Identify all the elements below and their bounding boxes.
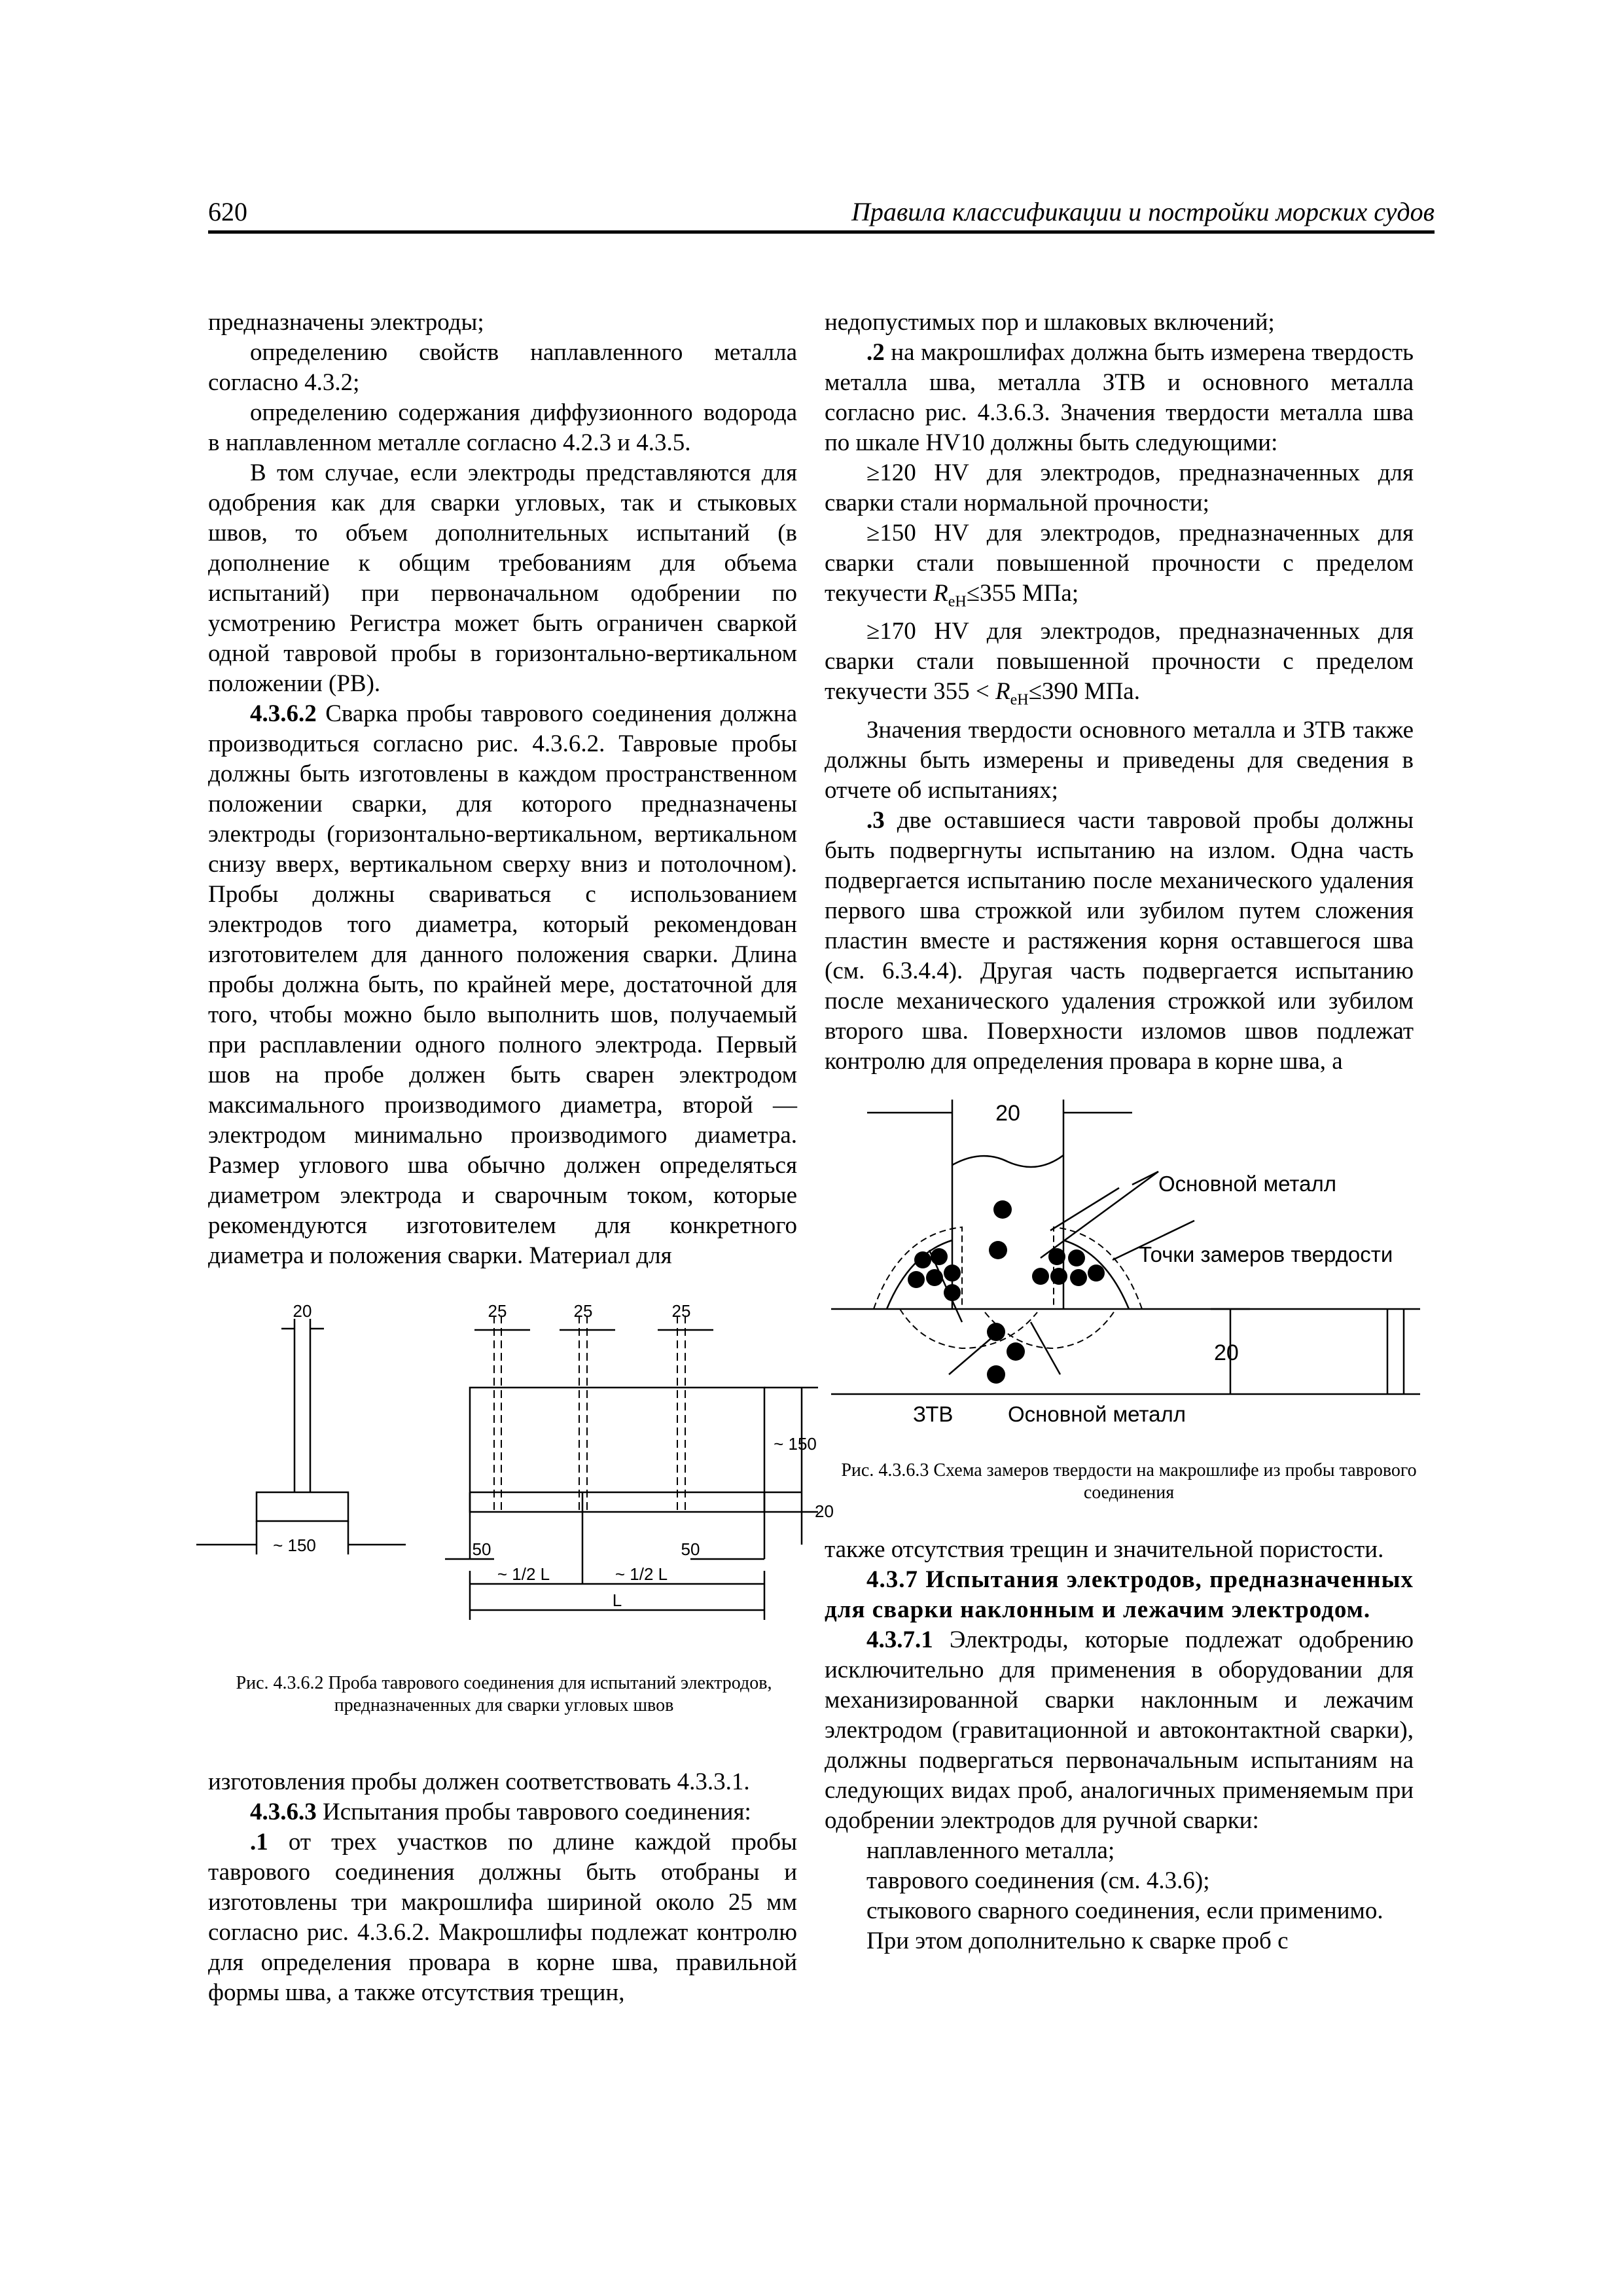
dim-label: ~ 1/2 L: [615, 1564, 668, 1584]
dim-label: 50: [472, 1539, 491, 1559]
paragraph: недопустимых пор и шлаковых включений;: [825, 309, 1275, 336]
right-column-bottom: [825, 1535, 1414, 1956]
dim-label: 25: [573, 1301, 593, 1321]
paragraph: При этом дополнительно к сварке проб с: [866, 1928, 1289, 1954]
dim-label: 20: [293, 1301, 312, 1321]
dim-label: 25: [671, 1301, 691, 1321]
page-number: 620: [208, 197, 247, 226]
figure-hardness-scheme: [831, 1086, 1420, 1440]
dim-label: ~ 1/2 L: [497, 1564, 550, 1584]
section-number: 4.3.6.2: [250, 700, 317, 727]
section-number: 4.3.7.1: [866, 1626, 933, 1653]
list-item: стыкового сварного соединения, если применимо.: [866, 1897, 1383, 1924]
diagram-label: Основной металл: [1008, 1402, 1186, 1426]
item-number: .3: [866, 806, 885, 834]
dim-label: 20: [815, 1501, 834, 1521]
dim-label: L: [612, 1590, 622, 1610]
dim-label: ~ 150: [774, 1434, 817, 1454]
paragraph: определению свойств наплавленного металла согласно 4.3.2;: [208, 339, 797, 396]
paragraph: В том случае, если электроды представляются для одобрения как для сварки угловых, так и стыковых швов, то объем дополнительных испытаний (в дополнение к общим требованиям для объема испытаний) при первоначальном одобрении по усмотрению Регистра может быть ограничен сваркой одной тавровой пробы в горизонтально-вертикальном положении (PB).: [208, 459, 797, 697]
item-number: .1: [250, 1829, 268, 1856]
dim-label: 25: [488, 1301, 507, 1321]
paragraph: 4.3.6.3 Испытания пробы таврового соединения:: [250, 1799, 751, 1825]
paragraph: Значения твердости основного металла и ЗТВ также должны быть измерены и приведены для сведения в отчете об испытаниях;: [825, 716, 1414, 804]
section-heading: 4.3.7 Испытания электродов, предназначенных для сварки наклонным и лежачим электродом.: [825, 1566, 1414, 1623]
paragraph: предназначены электроды;: [208, 309, 484, 336]
paragraph: ≥170 HV для электродов, предназначенных для сварки стали повышенной прочности с пределом текучести $355 < R_{eH}\le 390$ МПа.: [825, 618, 1414, 709]
diagram-label: ЗТВ: [913, 1402, 954, 1426]
list-item: таврового соединения (см. 4.3.6);: [866, 1867, 1210, 1894]
diagram-label: Точки замеров твердости: [1139, 1242, 1393, 1266]
paragraph: ≥120 HV для электродов, предназначенных для сварки стали нормальной прочности;: [825, 459, 1414, 516]
list-item: наплавленного металла;: [866, 1837, 1115, 1864]
paragraph: .1 от трех участков по длине каждой пробы таврового соединения должны быть отобраны и изготовлены три макрошлифа шириной около 25 мм согласно рис. 4.3.6.2. Макрошлифы подлежат контролю для определения провара в корне шва, правильной формы шва, а также отсутствия трещин,: [208, 1829, 798, 2006]
paragraph: также отсутствия трещин и значительной пористости.: [825, 1536, 1384, 1563]
section-number: 4.3.6.3: [250, 1799, 317, 1825]
running-title: Правила классификации и постройки морских судов: [851, 197, 1435, 226]
item-number: .2: [866, 339, 885, 366]
header-rule: [208, 230, 1435, 234]
paragraph: определению содержания диффузионного водорода в наплавленном металле согласно 4.2.3 и 4.3.5.: [208, 399, 797, 456]
paragraph: 4.3.6.2 Сварка пробы таврового соединения должна производиться согласно рис. 4.3.6.2. Тавровые пробы должны быть изготовлены в каждом пространственном положении сварки, для которого предназначены электроды (горизонтально-вертикальном, вертикальном снизу вверх, вертикальном сверху вниз и потолочном). Пробы должны свариваться с использованием электродов того диаметра, который рекомендован изготовителем для данного положения сварки. Длина пробы должна быть, по крайней мере, достаточной для того, чтобы можно было выполнить шов, получаемый при расплавлении одного полного электрода. Первый шов на пробе должен быть сварен электродом максимального производимого диаметра, второй — электродом минимально производимого диаметра. Размер углового шва обычно должен определяться диаметром электрода и сварочным током, которые рекомендуются изготовителем для конкретного диаметра и положения сварки. Материал для: [208, 700, 797, 1269]
figure-tee-joint-specimen: [196, 1301, 834, 1669]
paragraph: .2 на макрошлифах должна быть измерена твердость металла шва, металла ЗТВ и основного металла согласно рис. 4.3.6.3. Значения твердости металла шва по шкале HV10 должны быть следующими:: [825, 339, 1414, 456]
paragraph: .3 две оставшиеся части тавровой пробы должны быть подвергнуты испытанию на излом. Одна часть подвергается испытанию после механического удаления первого шва строжкой или зубилом путем сложения пластин вместе и растяжения корня оставшегося шва (см. 6.3.4.4). Другая часть подвергается испытанию после механического удаления строжкой или зубилом второго шва. Поверхности изломов швов подлежат контролю для определения провара в корне шва, а: [825, 806, 1414, 1075]
left-column-bottom: [208, 1767, 797, 2008]
dim-label: 50: [681, 1539, 700, 1559]
dim-label: 20: [1214, 1340, 1239, 1365]
paragraph: ≥150 HV для электродов, предназначенных для сварки стали повышенной прочности с пределом текучести $R_{eH}\le 355$ МПа;: [825, 520, 1414, 611]
paragraph: 4.3.7.1 Электроды, которые подлежат одобрению исключительно для применения в оборудовании для механизированной сварки наклонным и лежачим электродом (гравитационной и автоконтактной сварки), должны подвергаться первоначальным испытаниям на следующих видах проб, аналогичных применяемым при одобрении электродов для ручной сварки:: [825, 1626, 1414, 1834]
left-column-top: [208, 308, 797, 1271]
dim-label: 20: [995, 1101, 1020, 1126]
right-column-top: [825, 308, 1414, 1077]
figure-caption: Рис. 4.3.6.3 Схема замеров твердости на макрошлифе из пробы таврового соединения: [841, 1460, 1417, 1503]
paragraph: изготовления пробы должен соответствовать 4.3.3.1.: [208, 1768, 750, 1795]
figure-caption: Рис. 4.3.6.2 Проба таврового соединения для испытаний электродов, предназначенных для сварки угловых швов: [236, 1673, 772, 1715]
dim-label: ~ 150: [273, 1535, 316, 1555]
diagram-label: Основной металл: [1158, 1172, 1337, 1196]
